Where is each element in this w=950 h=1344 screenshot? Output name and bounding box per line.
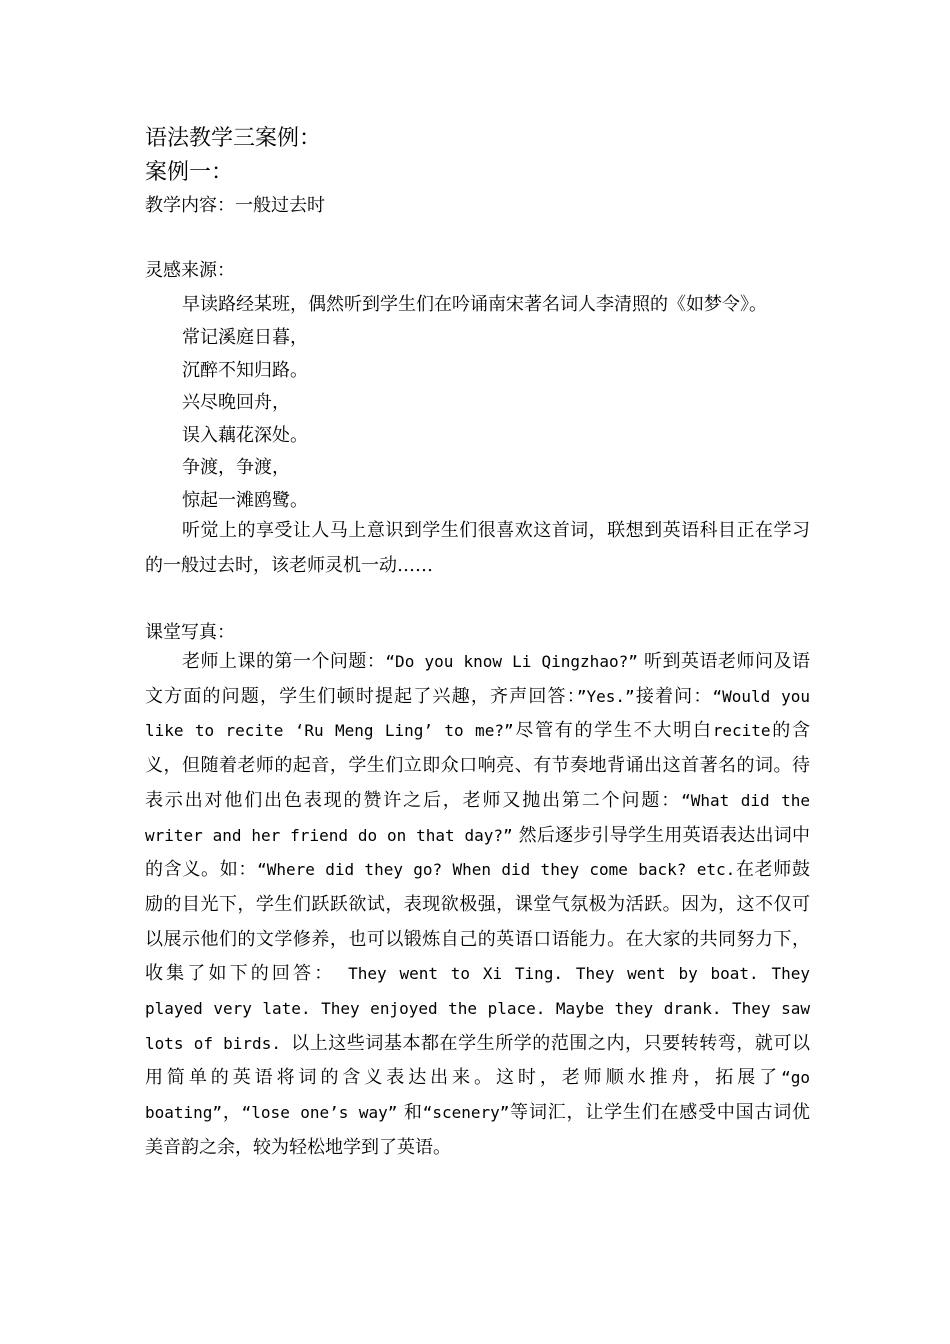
text-run: 的含义，但随着老师的起音，学生们立即众口响亮、有节奏地背诵出这首著名的词。待表示出对他们出色表现的赞许之后，老师又抛出第二个问题：: [145, 720, 811, 811]
text-run: 老师上课的第一个问题：: [182, 651, 386, 672]
text-run: 和: [397, 1102, 423, 1124]
classroom-paragraph: [145, 645, 810, 1166]
reflection-paragraph: 听觉上的享受让人马上意识到学生们很喜欢这首词，联想到英语科目正在学习的一般过去时，该老师灵机一动……: [145, 520, 810, 576]
text-run: 等词汇，让学生们在感受中国古词优美音韵之余，较为轻松地学到了英语。: [145, 1102, 811, 1158]
text-run: 在老师鼓励的目光下，学生们跃跃欲试，表现欲极强，课堂气氛极为活跃。因为，这不仅可以展示他们的文学修养，也可以锻炼自己的英语口语能力。在大家的共同努力下，收集了如下的回答：: [145, 859, 811, 985]
vocab-item: “lose one’s way”: [241, 1103, 398, 1123]
english-quote: ”Yes.”: [576, 686, 635, 706]
text-run: 以上这些词基本都在学生所学的范围之内，只要转转弯，就可以用简单的英语将词的含义表达出来。这时，老师顺水推舟，拓展了: [145, 1032, 811, 1089]
english-word: recite: [712, 721, 771, 741]
english-quote: “Where did they go? When did they come back? etc.: [257, 860, 736, 880]
english-answers: They went to Xi Ting. They went by boat. They played very late. They enjoyed the place. Maybe they drank. They saw lots of birds.: [145, 964, 811, 1053]
teaching-content-line: 教学内容：一般过去时: [145, 195, 325, 216]
poem-line: 惊起一滩鸥鹭。: [182, 489, 308, 511]
poem-line: 沉醉不知归路。: [182, 359, 308, 381]
poem-line: 兴尽晚回舟，: [182, 392, 290, 414]
intro-paragraph: 早读路经某班，偶然听到学生们在吟诵南宋著名词人李清照的《如梦令》。: [182, 294, 767, 315]
english-quote: “What did the writer and her friend do on that day?”: [145, 790, 810, 845]
text-run: ，: [222, 1102, 242, 1124]
document-title: 语法教学三案例：: [145, 126, 322, 151]
poem-line: 误入藕花深处。: [182, 424, 308, 446]
vocab-item: “scenery”: [422, 1103, 510, 1123]
english-quote: “Would you like to recite ‘Ru Meng Ling’ to me?”: [145, 686, 811, 741]
english-quote: “Do you know Li Qingzhao?”: [385, 652, 638, 671]
classroom-label: 课堂写真：: [145, 622, 235, 643]
vocab-item: “go boating”: [145, 1068, 810, 1123]
text-run: 接着问：: [634, 685, 713, 707]
text-run: 然后逐步引导学生用英语表达出词中的含义。如：: [145, 824, 810, 881]
text-run: 听到英语老师问及语文方面的问题，学生们顿时提起了兴趣，齐声回答：: [145, 651, 810, 707]
inspiration-label: 灵感来源：: [145, 260, 235, 281]
text-run: 尽管有的学生不大明白: [513, 720, 713, 742]
poem: [182, 322, 308, 518]
poem-line: 常记溪庭日暮，: [182, 327, 308, 348]
poem-line: 争渡，争渡，: [182, 457, 290, 479]
case-heading: 案例一：: [145, 160, 234, 185]
